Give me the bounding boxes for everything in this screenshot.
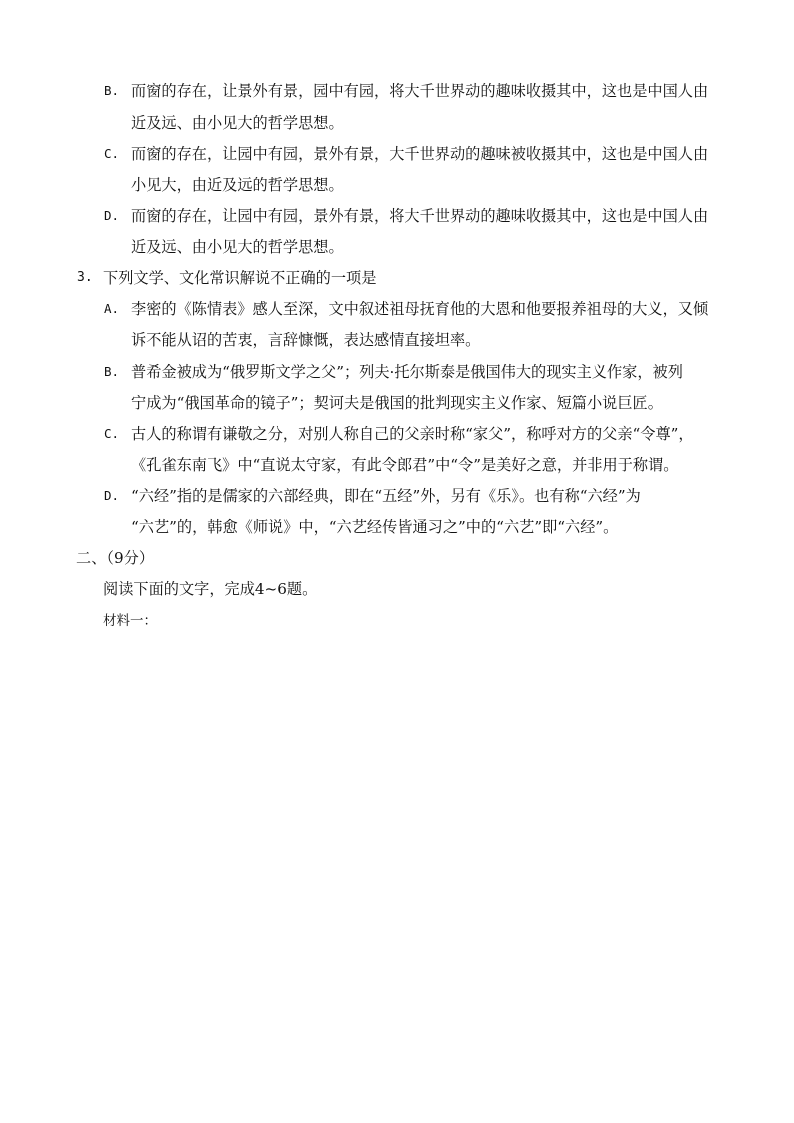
option-text-line1: 而窗的存在，让园中有园，景外有景，将大千世界动的趣味收摄其中，这也是中国人由 (131, 207, 709, 225)
option-text-line1: 而窗的存在，让园中有园，景外有景，大千世界动的趣味被收摄其中，这也是中国人由 (131, 145, 709, 163)
option-label: B. (104, 364, 120, 379)
option-label: C. (104, 426, 120, 441)
section-heading: 二、（9分） (76, 549, 155, 567)
option-label: A. (104, 301, 120, 316)
option-text-line1: 古人的称谓有谦敬之分，对别人称自己的父亲时称“家父”，称呼对方的父亲“令尊”， (131, 425, 694, 443)
option-text-line1: 李密的《陈情表》感人至深，文中叙述祖母抚育他的大恩和他要报养祖母的大义，又倾 (131, 300, 709, 318)
option-text-line2: 小见大，由近及远的哲学思想。 (131, 176, 344, 194)
option-text-line1: 普希金被成为“俄罗斯文学之父”；列夫·托尔斯泰是俄国伟大的现实主义作家，被列 (131, 363, 683, 381)
option-text-line2: 诉不能从诏的苦衷，言辞慷慨，表达感情直接坦率。 (131, 331, 481, 349)
option-label: D. (104, 488, 120, 503)
option-text-line2: 近及远、由小见大的哲学思想。 (131, 238, 344, 256)
option-text-line2: “六艺”的，韩愈《师说》中，“六艺经传皆通习之”中的“六艺”即“六经”。 (131, 518, 619, 536)
option-text-line1: “六经”指的是儒家的六部经典，即在“五经”外，另有《乐》。也有称“六经”为 (131, 487, 641, 505)
option-label: B. (104, 83, 120, 98)
option-text-line2: 《孔雀东南飞》中“直说太守家，有此令郎君”中“令”是美好之意，并非用于称谓。 (131, 456, 679, 474)
option-label: D. (104, 208, 120, 223)
option-text-line2: 近及远、由小见大的哲学思想。 (131, 114, 344, 132)
question-stem: 下列文学、文化常识解说不正确的一项是 (103, 269, 377, 287)
question-number: 3. (77, 270, 93, 285)
material-label: 材料一： (103, 613, 157, 629)
option-text-line1: 而窗的存在，让景外有景，园中有园，将大千世界动的趣味收摄其中，这也是中国人由 (131, 82, 709, 100)
option-text-line2: 宁成为“俄国革命的镜子”；契诃夫是俄国的批判现实主义作家、短篇小说巨匠。 (131, 394, 663, 412)
option-label: C. (104, 146, 120, 161)
section-instruction: 阅读下面的文字，完成4~6题。 (103, 580, 318, 598)
